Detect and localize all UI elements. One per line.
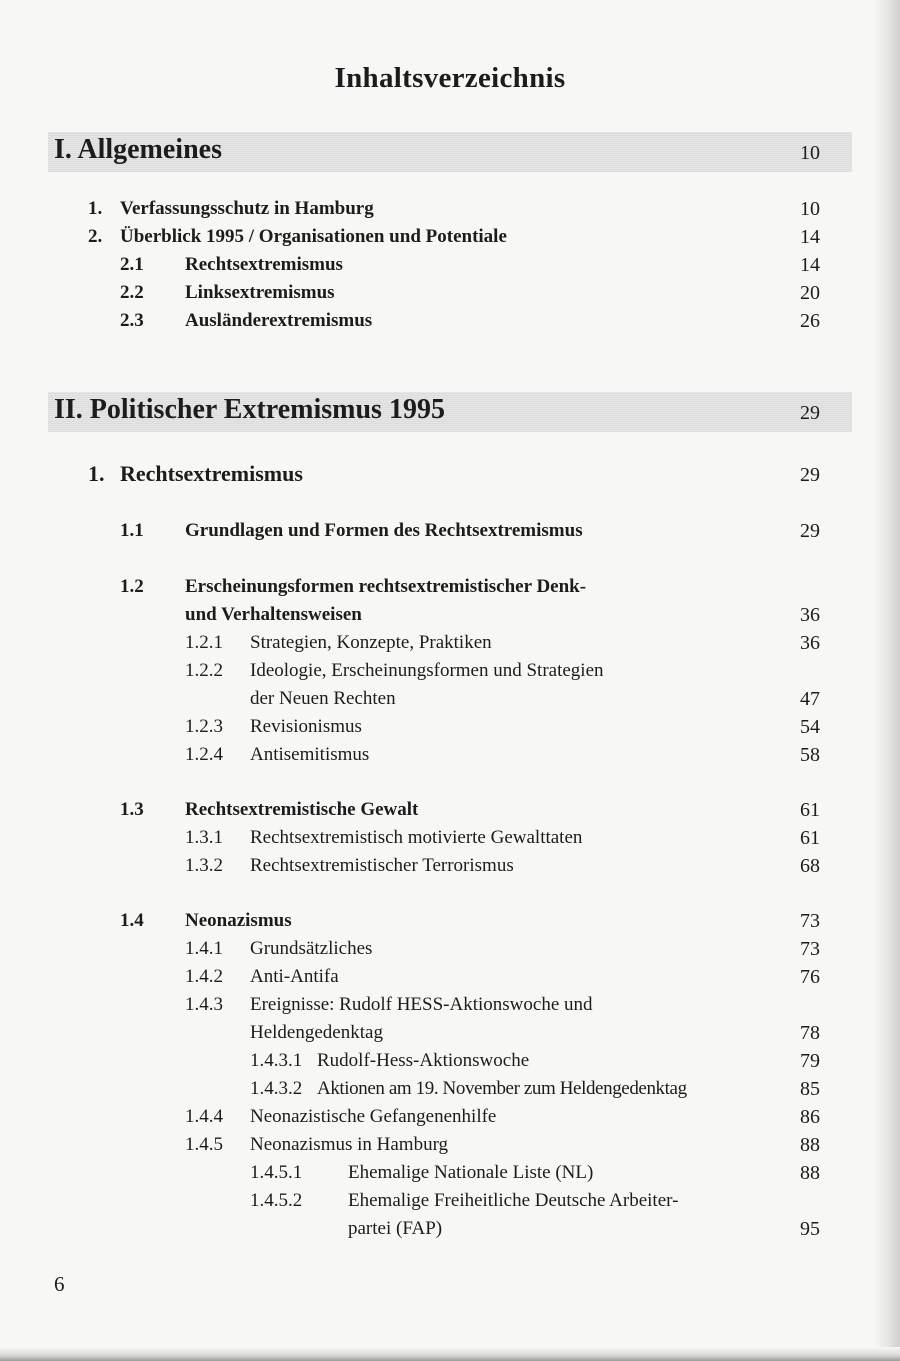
entry-number: 2.3	[120, 310, 144, 331]
entry-page: 61	[800, 827, 820, 849]
toc-entry	[0, 910, 900, 938]
section-heading-politischer-extremismus	[48, 392, 852, 432]
entry-title: Anti-Antifa	[250, 966, 339, 987]
entry-page: 85	[800, 1078, 820, 1100]
toc-entry	[0, 716, 900, 744]
entry-title: Verfassungsschutz in Hamburg	[120, 198, 374, 219]
entry-title: Rechtsextremistische Gewalt	[185, 799, 419, 820]
entry-title: Neonazistische Gefangenenhilfe	[250, 1106, 497, 1127]
section-page: 10	[800, 142, 820, 164]
toc-entry	[0, 520, 900, 548]
section-heading-allgemeines	[48, 132, 852, 172]
entry-number: 2.2	[120, 282, 144, 303]
entry-page: 26	[800, 310, 820, 332]
toc-entry	[0, 198, 900, 226]
entry-title: Neonazismus	[185, 910, 292, 931]
entry-title: Revisionismus	[250, 716, 362, 737]
toc-entry	[0, 604, 900, 632]
entry-title: Überblick 1995 / Organisationen und Potentiale	[120, 226, 507, 247]
entry-number: 1.4.2	[185, 966, 223, 987]
entry-title: Rechtsextremistisch motivierte Gewalttaten	[250, 827, 583, 848]
entry-title: partei (FAP)	[348, 1218, 443, 1239]
entry-number: 1.3	[120, 799, 144, 820]
entry-number: 1.4.1	[185, 938, 223, 959]
entry-title: Antisemitismus	[250, 744, 370, 765]
entry-page: 73	[800, 910, 820, 932]
page-title: Inhaltsverzeichnis	[334, 62, 566, 94]
entry-number: 1.2.4	[185, 744, 223, 765]
toc-entry	[0, 461, 900, 493]
entry-number: 2.1	[120, 254, 144, 275]
section-page: 29	[800, 402, 820, 424]
toc-entry	[0, 254, 900, 282]
toc-entry	[0, 226, 900, 254]
entry-title: Ausländerextremismus	[185, 310, 373, 331]
entry-page: 68	[800, 855, 820, 877]
entry-title: Ereignisse: Rudolf HESS-Aktionswoche und	[250, 994, 593, 1015]
page-number: 6	[54, 1272, 65, 1296]
entry-title: der Neuen Rechten	[250, 688, 396, 709]
entry-title: Heldengedenktag	[250, 1022, 383, 1043]
entry-number: 1.	[88, 198, 103, 219]
toc-entry	[0, 688, 900, 716]
entry-number: 1.4.4	[185, 1106, 223, 1127]
toc-entry	[0, 994, 900, 1022]
toc-entry	[0, 744, 900, 772]
entry-title: Strategien, Konzepte, Praktiken	[250, 632, 492, 653]
entry-number: 1.4	[120, 910, 144, 931]
entry-page: 14	[800, 226, 820, 248]
toc-entry	[0, 632, 900, 660]
toc-entry	[0, 576, 900, 604]
entry-page: 36	[800, 632, 820, 654]
entry-number: 1.3.2	[185, 855, 223, 876]
entry-page: 86	[800, 1106, 820, 1128]
entry-number: 1.2.2	[185, 660, 223, 681]
toc-entry	[0, 282, 900, 310]
toc-entry	[0, 799, 900, 827]
entry-title: Grundlagen und Formen des Rechtsextremismus	[185, 520, 583, 541]
toc-entry	[0, 1218, 900, 1246]
entry-number: 1.	[88, 461, 105, 486]
entry-number: 1.4.3.1	[250, 1050, 303, 1071]
toc-entry	[0, 1050, 900, 1078]
entry-number: 1.4.5.1	[250, 1162, 303, 1183]
toc-entry	[0, 660, 900, 688]
entry-title: Linksextremismus	[185, 282, 335, 303]
entry-page: 95	[800, 1218, 820, 1240]
entry-title: Rudolf-Hess-Aktionswoche	[317, 1050, 530, 1071]
entry-number: 2.	[88, 226, 103, 247]
toc-entry	[0, 827, 900, 855]
entry-title: Rechtsextremismus	[185, 254, 343, 275]
entry-page: 36	[800, 604, 820, 626]
toc-entry	[0, 1190, 900, 1218]
toc-entry	[0, 966, 900, 994]
toc-entry	[0, 1106, 900, 1134]
entry-title: Erscheinungsformen rechtsextremistischer Denk-	[185, 576, 587, 597]
entry-number: 1.2	[120, 576, 144, 597]
entry-number: 1.3.1	[185, 827, 223, 848]
entry-number: 1.2.3	[185, 716, 223, 737]
entry-number: 1.4.3	[185, 994, 223, 1015]
entry-number: 1.2.1	[185, 632, 223, 653]
entry-title: und Verhaltensweisen	[185, 604, 362, 625]
entry-page: 88	[800, 1134, 820, 1156]
entry-page: 76	[800, 966, 820, 988]
entry-page: 47	[800, 688, 820, 710]
toc-entry	[0, 855, 900, 883]
entry-number: 1.4.5	[185, 1134, 223, 1155]
entry-page: 54	[800, 716, 820, 738]
section-label: I. Allgemeines	[54, 134, 222, 165]
entry-page: 73	[800, 938, 820, 960]
toc-entry	[0, 1134, 900, 1162]
entry-title: Ehemalige Nationale Liste (NL)	[348, 1162, 594, 1183]
entry-number: 1.4.5.2	[250, 1190, 303, 1211]
entry-page: 29	[800, 520, 820, 542]
entry-title: Neonazismus in Hamburg	[250, 1134, 449, 1155]
entry-number: 1.1	[120, 520, 144, 541]
entry-title: Ehemalige Freiheitliche Deutsche Arbeiter-	[348, 1190, 679, 1211]
toc-entry	[0, 938, 900, 966]
entry-page: 10	[800, 198, 820, 220]
entry-page: 20	[800, 282, 820, 304]
entry-page: 88	[800, 1162, 820, 1184]
entry-number: 1.4.3.2	[250, 1078, 303, 1099]
entry-page: 61	[800, 799, 820, 821]
entry-page: 14	[800, 254, 820, 276]
entry-title: Rechtsextremismus	[120, 461, 303, 486]
entry-title: Ideologie, Erscheinungsformen und Strategien	[250, 660, 604, 681]
entry-title: Grundsätzliches	[250, 938, 373, 959]
toc-entry	[0, 310, 900, 338]
entry-title: Rechtsextremistischer Terrorismus	[250, 855, 514, 876]
entry-page: 58	[800, 744, 820, 766]
toc-entry	[0, 1078, 900, 1106]
toc-entry	[0, 1162, 900, 1190]
section-label: II. Politischer Extremismus 1995	[54, 394, 445, 425]
entry-page: 29	[800, 464, 820, 486]
entry-page: 78	[800, 1022, 820, 1044]
page-bottom-shadow	[0, 1347, 900, 1361]
entry-title: Aktionen am 19. November zum Heldengedenktag	[317, 1078, 687, 1099]
toc-entry	[0, 1022, 900, 1050]
entry-page: 79	[800, 1050, 820, 1072]
